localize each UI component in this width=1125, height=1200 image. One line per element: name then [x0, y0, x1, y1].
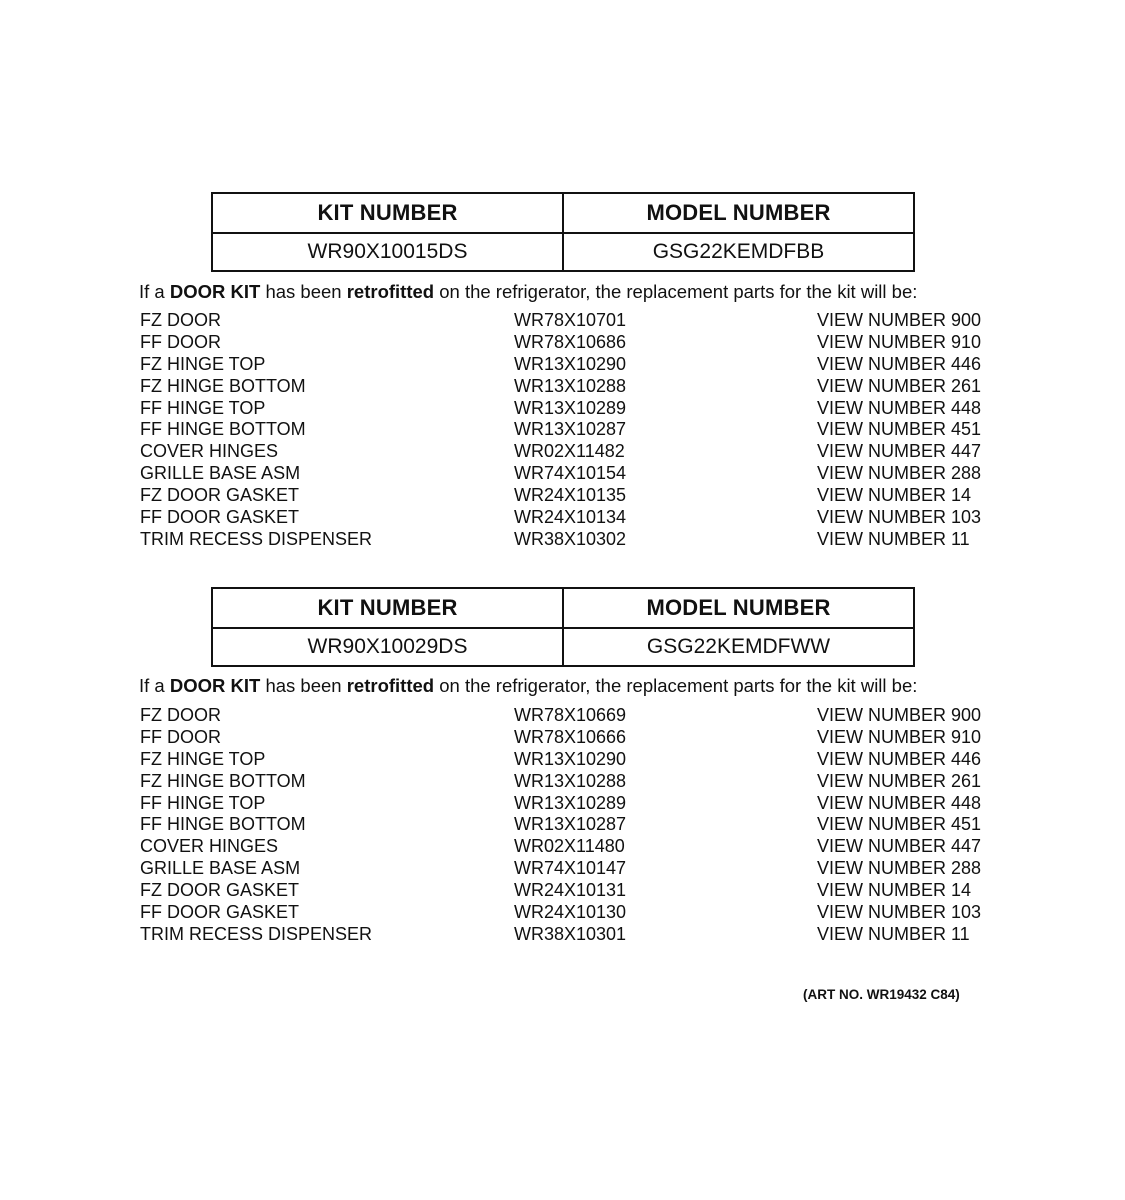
kit-number-header: KIT NUMBER: [212, 193, 563, 233]
view-number: VIEW NUMBER 447: [817, 836, 982, 857]
part-number: WR13X10288: [514, 375, 627, 396]
part-row: [140, 793, 1000, 815]
retrofit-intro-2: [139, 675, 999, 697]
view-number: VIEW NUMBER 11: [817, 923, 970, 944]
intro-mid: has been: [260, 281, 347, 302]
part-name: FF DOOR: [140, 726, 221, 747]
kit-model-table-1: [211, 192, 915, 272]
model-number-value: GSG22KEMDFBB: [563, 233, 914, 271]
view-number: VIEW NUMBER 910: [817, 726, 982, 747]
part-row: [140, 332, 1000, 354]
view-number: VIEW NUMBER 14: [817, 485, 972, 506]
part-row: [140, 902, 1000, 924]
part-name: FZ DOOR GASKET: [140, 485, 300, 506]
part-number: WR78X10686: [514, 331, 627, 352]
parts-list-2: [140, 705, 1000, 946]
view-number: VIEW NUMBER 451: [817, 814, 982, 835]
part-name: FF HINGE TOP: [140, 397, 266, 418]
part-number: WR24X10131: [514, 880, 627, 901]
part-row: [140, 749, 1000, 771]
view-number: VIEW NUMBER 103: [817, 507, 982, 528]
part-number: WR74X10154: [514, 463, 627, 484]
view-number: VIEW NUMBER 910: [817, 331, 982, 352]
part-row: [140, 398, 1000, 420]
part-number: WR74X10147: [514, 858, 627, 879]
part-row: [140, 376, 1000, 398]
part-number: WR13X10290: [514, 748, 627, 769]
part-number: WR24X10135: [514, 485, 627, 506]
art-number: (ART NO. WR19432 C84): [803, 987, 960, 1002]
part-row: [140, 814, 1000, 836]
part-row: [140, 880, 1000, 902]
intro-door-kit: DOOR KIT: [169, 675, 261, 696]
part-name: FZ HINGE TOP: [140, 353, 266, 374]
view-number: VIEW NUMBER 448: [817, 792, 982, 813]
model-number-header: MODEL NUMBER: [563, 588, 914, 628]
part-number: WR13X10289: [514, 397, 627, 418]
part-name: COVER HINGES: [140, 836, 279, 857]
part-name: TRIM RECESS DISPENSER: [140, 923, 373, 944]
part-row: [140, 705, 1000, 727]
part-row: [140, 419, 1000, 441]
intro-pre: If a: [139, 675, 170, 696]
part-name: FF DOOR GASKET: [140, 507, 300, 528]
kit-number-value: WR90X10015DS: [212, 233, 563, 271]
model-number-header: MODEL NUMBER: [563, 193, 914, 233]
part-row: [140, 441, 1000, 463]
intro-retrofitted: retrofitted: [346, 675, 435, 696]
part-row: [140, 858, 1000, 880]
part-name: FZ DOOR: [140, 310, 221, 330]
model-number-value: GSG22KEMDFWW: [563, 628, 914, 666]
part-number: WR78X10666: [514, 726, 627, 747]
part-name: FF HINGE TOP: [140, 792, 266, 813]
view-number: VIEW NUMBER 14: [817, 880, 972, 901]
view-number: VIEW NUMBER 11: [817, 528, 970, 549]
view-number: VIEW NUMBER 900: [817, 310, 982, 330]
view-number: VIEW NUMBER 288: [817, 463, 982, 484]
part-name: FZ HINGE TOP: [140, 748, 266, 769]
part-name: FZ HINGE BOTTOM: [140, 375, 306, 396]
part-number: WR38X10301: [514, 923, 627, 944]
view-number: VIEW NUMBER 103: [817, 902, 982, 923]
view-number: VIEW NUMBER 900: [817, 705, 982, 725]
part-row: [140, 485, 1000, 507]
part-number: WR78X10669: [514, 705, 627, 725]
part-number: WR02X11480: [514, 836, 625, 857]
part-name: FZ DOOR: [140, 705, 221, 725]
part-row: [140, 836, 1000, 858]
part-number: WR38X10302: [514, 528, 627, 549]
kit-number-header: KIT NUMBER: [212, 588, 563, 628]
intro-retrofitted: retrofitted: [346, 281, 435, 302]
intro-post: on the refrigerator, the replacement parts for the kit will be:: [434, 281, 918, 302]
part-name: FF DOOR: [140, 331, 221, 352]
part-row: [140, 771, 1000, 793]
view-number: VIEW NUMBER 451: [817, 419, 982, 440]
intro-post: on the refrigerator, the replacement parts for the kit will be:: [434, 675, 918, 696]
part-row: [140, 310, 1000, 332]
part-name: GRILLE BASE ASM: [140, 858, 301, 879]
part-name: FF DOOR GASKET: [140, 902, 300, 923]
view-number: VIEW NUMBER 261: [817, 375, 982, 396]
part-name: COVER HINGES: [140, 441, 279, 462]
part-number: WR13X10288: [514, 770, 627, 791]
part-row: [140, 727, 1000, 749]
kit-number-value: WR90X10029DS: [212, 628, 563, 666]
part-row: [140, 463, 1000, 485]
part-row: [140, 529, 1000, 551]
intro-door-kit: DOOR KIT: [169, 281, 261, 302]
part-number: WR24X10134: [514, 507, 627, 528]
intro-pre: If a: [139, 281, 170, 302]
part-number: WR13X10287: [514, 814, 627, 835]
retrofit-intro-1: [139, 281, 999, 303]
part-name: FZ HINGE BOTTOM: [140, 770, 306, 791]
part-number: WR13X10287: [514, 419, 627, 440]
kit-model-table-2: [211, 587, 915, 667]
part-number: WR78X10701: [514, 310, 627, 330]
part-name: GRILLE BASE ASM: [140, 463, 301, 484]
part-row: [140, 924, 1000, 946]
view-number: VIEW NUMBER 261: [817, 770, 982, 791]
part-number: WR02X11482: [514, 441, 625, 462]
parts-list-1: [140, 310, 1000, 551]
view-number: VIEW NUMBER 446: [817, 353, 982, 374]
part-number: WR13X10290: [514, 353, 627, 374]
view-number: VIEW NUMBER 448: [817, 397, 982, 418]
intro-mid: has been: [260, 675, 347, 696]
part-row: [140, 354, 1000, 376]
view-number: VIEW NUMBER 447: [817, 441, 982, 462]
view-number: VIEW NUMBER 446: [817, 748, 982, 769]
part-number: WR24X10130: [514, 902, 627, 923]
part-name: TRIM RECESS DISPENSER: [140, 528, 373, 549]
part-row: [140, 507, 1000, 529]
part-name: FF HINGE BOTTOM: [140, 419, 306, 440]
part-name: FZ DOOR GASKET: [140, 880, 300, 901]
view-number: VIEW NUMBER 288: [817, 858, 982, 879]
part-number: WR13X10289: [514, 792, 627, 813]
part-name: FF HINGE BOTTOM: [140, 814, 306, 835]
